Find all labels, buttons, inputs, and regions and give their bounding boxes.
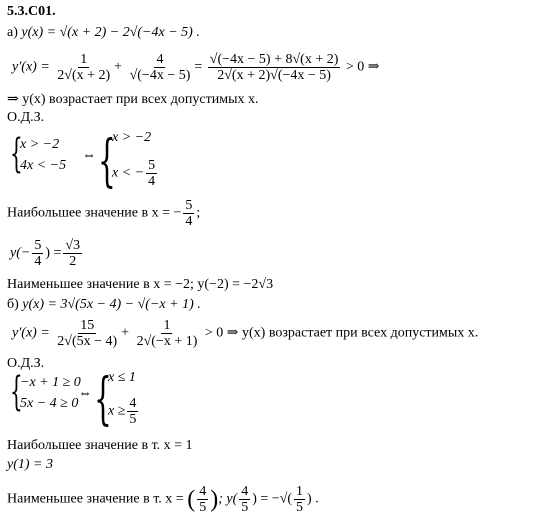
deriv-frac-1: $\frac{1}{2√(x + 2)}$ [57, 52, 111, 83]
part-a-label: а) [7, 25, 18, 40]
brace-3: { [10, 369, 23, 415]
sys-b-2-l2: x ≥ $\frac{4}{5}$ [108, 396, 137, 427]
brace-2: { [98, 129, 116, 194]
max-b: Наибольшее значение в т. x = 1 [7, 438, 193, 453]
sys-b-1-l2: 5x − 4 ≥ 0 [20, 396, 79, 411]
min-b: Наименьшее значение в т. x = ( $\frac{4}{5}$ ); y( $\frac{4}{5}$ ) = −√( $\frac{1}{5}$ ) . [7, 484, 319, 515]
part-b-function: б) y(x) = 3√(5x − 4) − √(−x + 1) . [7, 297, 201, 312]
sys-a-1-l1: x > −2 [20, 137, 60, 152]
sys-b-1-l1: −x + 1 ≥ 0 [20, 375, 81, 390]
equiv-b: ⇔ [78, 386, 92, 401]
deriv-lhs: y′(x) = [12, 59, 50, 75]
sys-b-2-l1: x ≤ 1 [108, 370, 136, 385]
max-a: Наибольшее значение в x = − $\frac{5}{4}$ ; [7, 198, 201, 229]
deriv-frac-2: $\frac{4}{√(-4x - 5)}$ [129, 52, 191, 83]
increase-text-a: ⇒ y(x) возрастает при всех допустимых x. [7, 92, 259, 107]
brace-4: { [94, 367, 112, 432]
sys-a-2-l1: x > −2 [112, 130, 152, 145]
ymax-a: y(− $\frac{5}{4}$ ) = $\frac{√3}{2}$ [10, 238, 81, 269]
sys-a-1-l2: 4x < −5 [20, 158, 67, 173]
ymax-b: y(1) = 3 [7, 457, 53, 472]
odz-b: О.Д.З. [7, 356, 45, 371]
odz-a: О.Д.З. [7, 110, 45, 125]
problem-number: 5.3.С01. [7, 4, 56, 19]
part-a-func: y(x) = √(x + 2) − 2√(−4x − 5) . [21, 25, 200, 40]
part-a-function [7, 25, 200, 41]
deriv-tail: > 0 ⇒ [345, 59, 380, 75]
part-a-derivative: y′(x) = $\frac{1}{2√(x + 2)}$ + $\frac{4}{√(-4x - 5)}$ = $\frac{√(-4x - 5) + 8√(x + 2)}{2√(x + 2)√(-4x - 5)}$ > 0 ⇒ [12, 52, 380, 83]
deriv-frac-3: $\frac{√(-4x - 5) + 8√(x + 2)}{2√(x + 2)√(-4x - 5)}$ [209, 52, 339, 83]
sys-a-2-l2: x < − $\frac{5}{4}$ [112, 158, 156, 189]
equiv-a: ⇔ [82, 148, 96, 163]
min-a: Наименьшее значение в x = −2; y(−2) = −2√3 [7, 277, 274, 292]
part-b-derivative: y′(x) = $\frac{15}{2√(5x - 4)}$ + $\frac{1}{2√(-x + 1)}$ > 0 ⇒ y(x) возрастает при всех допустимых x. [12, 318, 479, 349]
brace-1: { [10, 131, 23, 177]
